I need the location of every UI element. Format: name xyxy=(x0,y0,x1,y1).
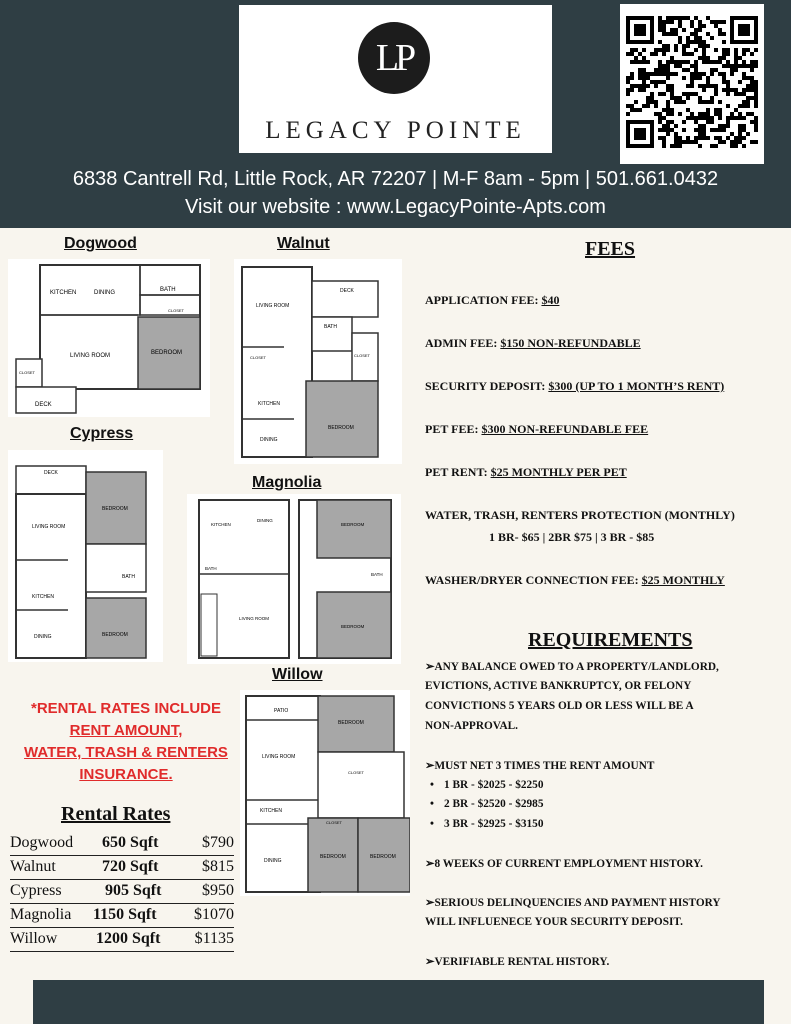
plan-label: DINING xyxy=(34,634,52,640)
rate-sqft: 1150 Sqft xyxy=(93,906,157,923)
plan-label: CLOSET xyxy=(326,820,343,825)
rate-price: $950 xyxy=(202,882,234,899)
fee-value: $300 (UP TO 1 MONTH’S RENT) xyxy=(548,379,725,393)
plan-label: LIVING ROOM xyxy=(262,754,296,760)
utilities-fee-label: WATER, TRASH, RENTERS PROTECTION (MONTHLY) xyxy=(425,508,735,522)
fees-title: FEES xyxy=(585,238,636,260)
plan-label: BATH xyxy=(160,287,176,293)
notice-line: INSURANCE. xyxy=(79,766,173,783)
qr-code-icon[interactable] xyxy=(620,4,764,164)
plan-label: DECK xyxy=(44,470,58,476)
contact-info: 6838 Cantrell Rd, Little Rock, AR 72207 | M-F 8am - 5pm | 501.661.0432 xyxy=(72,168,719,190)
rental-rates-title: Rental Rates xyxy=(61,803,171,825)
plan-label: CLOSET xyxy=(348,770,365,775)
rate-price: $1070 xyxy=(194,906,234,923)
requirement-line: ➢MUST NET 3 TIMES THE RENT AMOUNT xyxy=(425,760,655,772)
plan-label: BEDROOM xyxy=(320,854,346,860)
plan-label: BATH xyxy=(371,572,383,577)
rate-row xyxy=(10,833,234,856)
plan-label: LIVING ROOM xyxy=(239,616,270,621)
floor-plan-cypress xyxy=(8,450,163,662)
requirement-line: CONVICTIONS 5 YEARS OLD OR LESS WILL BE A xyxy=(425,700,694,712)
plan-label: DECK xyxy=(35,402,52,408)
pet-rent xyxy=(425,465,627,480)
plan-label: BEDROOM xyxy=(338,720,364,726)
rate-row xyxy=(10,857,234,880)
plan-title-walnut: Walnut xyxy=(277,235,330,252)
floor-plan-walnut xyxy=(234,259,402,464)
plan-label: DINING xyxy=(94,290,115,296)
plan-label: KITCHEN xyxy=(211,522,231,527)
utilities-fee-value: 1 BR- $65 | 2BR $75 | 3 BR - $85 xyxy=(489,530,655,544)
plan-label: KITCHEN xyxy=(258,401,280,407)
admin-fee xyxy=(425,336,641,351)
rate-name: Walnut xyxy=(10,858,56,875)
website-line[interactable]: Visit our website : www.LegacyPointe-Apts.com xyxy=(185,196,606,218)
requirement-line: ➢VERIFIABLE RENTAL HISTORY. xyxy=(425,956,610,968)
plan-label: DINING xyxy=(257,518,273,523)
fee-value: $25 MONTHLY xyxy=(641,573,725,587)
rate-name: Magnolia xyxy=(10,906,72,923)
plan-label: BEDROOM xyxy=(151,350,183,356)
plan-label: CLOSET xyxy=(250,355,267,360)
plan-label: DECK xyxy=(340,288,354,294)
requirement-line: ➢SERIOUS DELINQUENCIES AND PAYMENT HISTORY xyxy=(425,897,721,909)
plan-title-willow: Willow xyxy=(272,666,323,683)
fee-label: PET RENT: xyxy=(425,465,491,479)
rate-name: Cypress xyxy=(10,882,62,899)
logo-name: LEGACY POINTE xyxy=(265,117,526,144)
requirement-line: EVICTIONS, ACTIVE BANKRUPTCY, OR FELONY xyxy=(425,680,692,692)
plan-label: BEDROOM xyxy=(102,506,128,512)
rate-sqft: 720 Sqft xyxy=(102,858,159,875)
income-tier: • 2 BR - $2520 - $2985 xyxy=(444,798,543,810)
rate-price: $1135 xyxy=(194,930,234,947)
plan-label: KITCHEN xyxy=(260,808,282,814)
rate-price: $790 xyxy=(202,834,234,851)
plan-label: LIVING ROOM xyxy=(32,524,66,530)
plan-label: BEDROOM xyxy=(341,522,365,527)
rate-row xyxy=(10,929,234,952)
fee-value: $40 xyxy=(541,293,560,307)
rate-name: Dogwood xyxy=(10,834,74,851)
fee-label: APPLICATION FEE: xyxy=(425,293,542,307)
income-tier: • 1 BR - $2025 - $2250 xyxy=(444,779,543,791)
plan-label: BATH xyxy=(205,566,217,571)
requirement-line: WILL INFLUENECE YOUR SECURITY DEPOSIT. xyxy=(425,916,683,928)
application-fee xyxy=(425,293,559,308)
fee-value: $150 NON-REFUNDABLE xyxy=(500,336,641,350)
pet-fee xyxy=(425,422,648,437)
rate-price: $815 xyxy=(202,858,234,875)
requirement-line: ➢8 WEEKS OF CURRENT EMPLOYMENT HISTORY. xyxy=(425,858,703,870)
rate-sqft: 1200 Sqft xyxy=(96,930,161,947)
logo-monogram: LP xyxy=(358,22,430,94)
plan-label: PATIO xyxy=(274,708,289,714)
plan-label: CLOSET xyxy=(168,308,185,313)
rate-row xyxy=(10,881,234,904)
plan-label: BEDROOM xyxy=(341,624,365,629)
plan-label: CLOSET xyxy=(354,353,371,358)
requirement-line: ➢ANY BALANCE OWED TO A PROPERTY/LANDLORD, xyxy=(425,661,719,673)
security-deposit xyxy=(425,379,724,394)
notice-line: RENT AMOUNT, xyxy=(69,722,183,739)
rates-include-notice xyxy=(8,698,244,786)
plan-label: DINING xyxy=(264,858,282,864)
washer-dryer-fee xyxy=(425,573,725,588)
rate-row xyxy=(10,905,234,928)
plan-title-cypress: Cypress xyxy=(70,425,134,442)
rate-sqft: 905 Sqft xyxy=(105,882,162,899)
floor-plan-dogwood xyxy=(8,259,210,417)
fee-label: ADMIN FEE: xyxy=(425,336,501,350)
fee-label: WASHER/DRYER CONNECTION FEE: xyxy=(425,573,642,587)
income-tier: • 3 BR - $2925 - $3150 xyxy=(444,818,543,830)
plan-label: DINING xyxy=(260,437,278,443)
plan-label: BATH xyxy=(122,574,135,580)
plan-label: KITCHEN xyxy=(32,594,54,600)
plan-label: BATH xyxy=(324,324,337,330)
plan-title-magnolia: Magnolia xyxy=(252,474,322,491)
requirement-line: NON-APPROVAL. xyxy=(425,720,518,732)
fee-label: PET FEE: xyxy=(425,422,482,436)
floor-plan-magnolia xyxy=(187,494,401,664)
rate-name: Willow xyxy=(10,930,58,947)
plan-label: KITCHEN xyxy=(50,290,77,296)
plan-label: LIVING ROOM xyxy=(70,353,111,359)
notice-line: *RENTAL RATES INCLUDE xyxy=(30,700,221,717)
requirements-title: REQUIREMENTS xyxy=(528,629,693,651)
plan-label: LIVING ROOM xyxy=(256,303,290,309)
header-banner xyxy=(0,0,791,228)
plan-title-dogwood: Dogwood xyxy=(64,235,137,252)
plan-label: CLOSET xyxy=(19,370,36,375)
plan-label: BEDROOM xyxy=(102,632,128,638)
footer-bar xyxy=(33,980,764,1024)
plan-label: BEDROOM xyxy=(328,425,354,431)
plan-label: BEDROOM xyxy=(370,854,396,860)
fee-value: $300 NON-REFUNDABLE FEE xyxy=(481,422,649,436)
rate-sqft: 650 Sqft xyxy=(102,834,159,851)
logo xyxy=(239,5,552,153)
fee-label: SECURITY DEPOSIT: xyxy=(425,379,549,393)
floor-plan-willow xyxy=(240,690,410,896)
fee-value: $25 MONTHLY PER PET xyxy=(490,465,627,479)
notice-line: WATER, TRASH & RENTERS xyxy=(24,744,228,761)
